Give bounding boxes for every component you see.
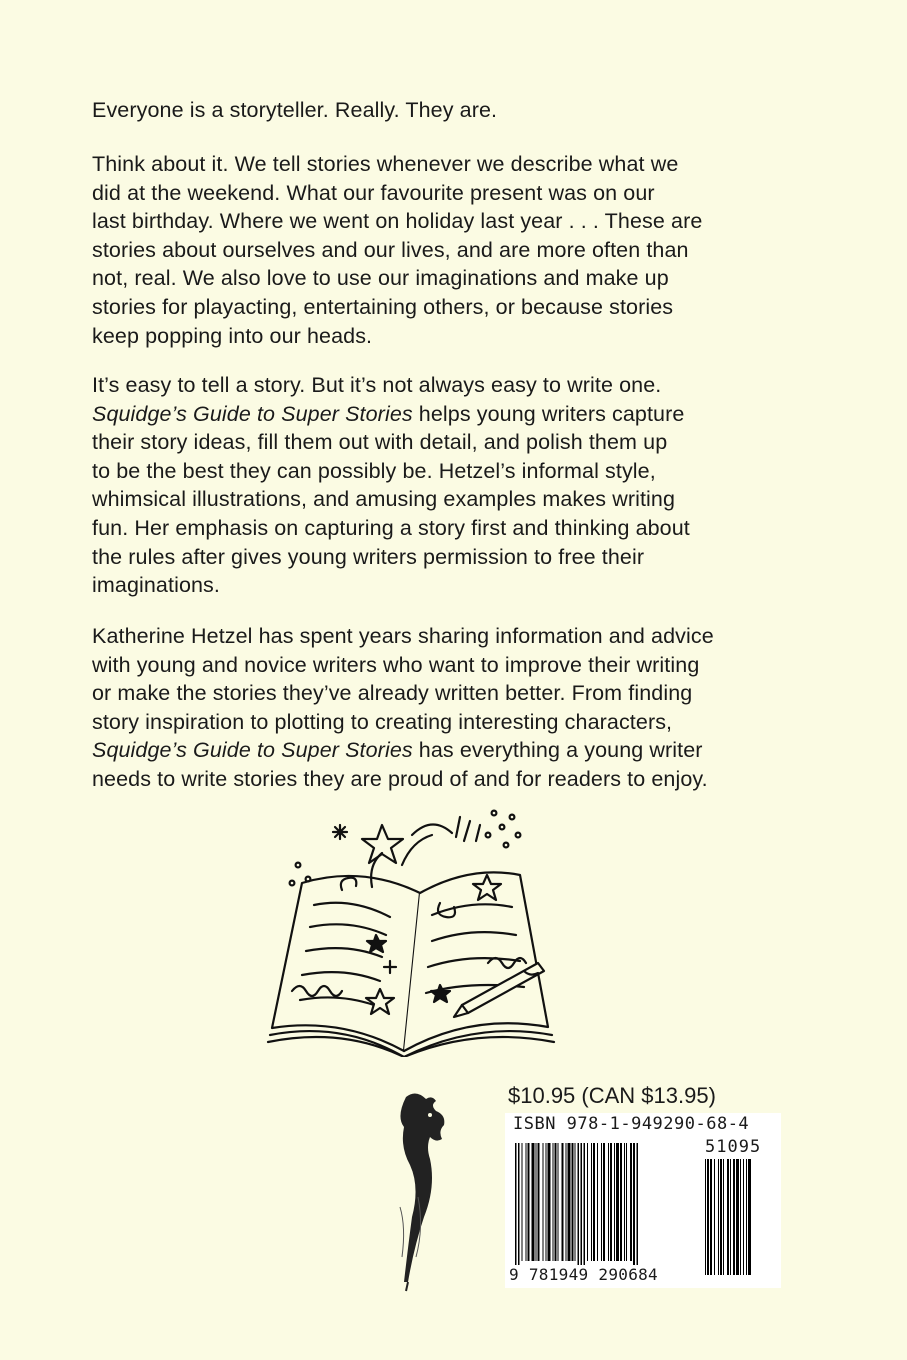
barcode-bar <box>578 1143 580 1269</box>
barcode-bar <box>597 1143 598 1261</box>
barcode-bar <box>548 1143 551 1261</box>
price-addon-code: 51095 <box>705 1137 762 1157</box>
barcode-bar <box>746 1159 747 1275</box>
barcode-bar <box>536 1143 537 1261</box>
text-line: story inspiration to plotting to creating interesting characters, <box>92 709 673 734</box>
barcode-bar <box>522 1143 523 1261</box>
barcode-bar <box>575 1143 576 1261</box>
text-line <box>92 736 792 765</box>
barcode-bar <box>555 1143 557 1261</box>
barcode-bar <box>587 1143 588 1261</box>
barcode-bar <box>601 1143 602 1261</box>
barcode <box>505 1113 781 1288</box>
barcode-bar <box>603 1143 605 1261</box>
barcode-bar <box>581 1143 583 1269</box>
barcode-bar <box>733 1159 735 1275</box>
text-line: last birthday. Where we went on holiday last year . . . These are <box>92 209 703 234</box>
book-description-paragraph <box>92 371 792 600</box>
barcode-bar <box>743 1159 744 1275</box>
barcode-bar <box>637 1143 639 1269</box>
text-line: Think about it. We tell stories whenever we describe what we <box>92 152 679 176</box>
price-label: $10.95 (CAN $13.95) <box>508 1083 716 1108</box>
book-title: Squidge’s Guide to Super Stories <box>92 401 413 426</box>
text-fragment: helps young writers capture <box>412 401 685 426</box>
text-line: Katherine Hetzel has spent years sharing information and advice <box>92 624 714 648</box>
book-title: Squidge’s Guide to Super Stories <box>92 738 413 763</box>
barcode-bar <box>528 1143 530 1261</box>
barcode-bar <box>630 1143 632 1261</box>
barcode-bar <box>562 1143 564 1261</box>
barcode-bar <box>727 1159 729 1275</box>
ean-digits: 9 781949 290684 <box>509 1265 658 1284</box>
isbn-label: ISBN 978-1-949290-68-4 <box>513 1114 750 1134</box>
barcode-bar <box>740 1159 741 1275</box>
text-line: fun. Her emphasis on capturing a story first and thinking about <box>92 515 690 540</box>
barcode-bar <box>566 1143 567 1261</box>
dragon-quill-logo <box>386 1087 448 1292</box>
barcode-bar <box>614 1143 615 1261</box>
text-line: with young and novice writers who want to improve their writing <box>92 652 700 677</box>
barcode-bar <box>610 1143 612 1261</box>
text-line: imaginations. <box>92 573 220 598</box>
barcode-bar <box>620 1143 622 1261</box>
barcode-bar <box>515 1143 517 1269</box>
text-line: It’s easy to tell a story. But it’s not always easy to write one. <box>92 373 662 397</box>
addon-barcode-bars <box>705 1159 773 1283</box>
text-line: stories about ourselves and our lives, and are more often than <box>92 237 689 262</box>
text-line: stories for playacting, entertaining others, or because stories <box>92 294 674 319</box>
barcode-bar <box>624 1143 625 1261</box>
barcode-bar <box>714 1159 715 1275</box>
barcode-bar <box>720 1159 722 1275</box>
barcode-bar <box>723 1159 724 1275</box>
barcode-bar <box>532 1143 535 1261</box>
barcode-bar <box>748 1159 751 1275</box>
barcode-bar <box>558 1143 559 1261</box>
ean-barcode-bars <box>515 1143 675 1269</box>
text-line: to be the best they can possibly be. Hetzel’s informal style, <box>92 458 656 483</box>
text-fragment: has everything a young writer <box>412 738 703 763</box>
barcode-bar <box>568 1143 571 1261</box>
barcode-bar <box>718 1159 719 1275</box>
text-line: not, real. We also love to use our imaginations and make up <box>92 266 669 291</box>
text-line: the rules after gives young writers permission to free their <box>92 544 645 569</box>
text-line: whimsical illustrations, and amusing examples makes writing <box>92 487 676 512</box>
text-line: Everyone is a storyteller. Really. They are. <box>92 98 498 122</box>
barcode-bar <box>736 1159 739 1275</box>
text-line <box>92 400 792 429</box>
barcode-bar <box>543 1143 544 1261</box>
barcode-bar <box>608 1143 609 1261</box>
barcode-bar <box>572 1143 574 1261</box>
barcode-bar <box>591 1143 592 1261</box>
text-line: did at the weekend. What our favourite present was on our <box>92 180 655 205</box>
author-paragraph <box>92 622 792 794</box>
barcode-bar <box>538 1143 540 1261</box>
text-line: keep popping into our heads. <box>92 323 373 348</box>
barcode-bar <box>526 1143 527 1261</box>
barcode-bar <box>626 1143 627 1261</box>
barcode-bar <box>518 1143 520 1269</box>
text-line: needs to write stories they are proud of and for readers to enjoy. <box>92 766 708 791</box>
storytelling-paragraph <box>92 150 792 350</box>
intro-paragraph <box>92 96 792 125</box>
barcode-bar <box>616 1143 619 1261</box>
barcode-bar <box>584 1143 586 1269</box>
barcode-bar <box>707 1159 709 1275</box>
open-book-illustration <box>262 795 562 1057</box>
text-line: or make the stories they’ve already written better. From finding <box>92 681 693 706</box>
text-line: their story ideas, fill them out with detail, and polish them up <box>92 430 668 455</box>
barcode-bar <box>546 1143 547 1261</box>
barcode-bar <box>633 1143 635 1269</box>
barcode-bar <box>553 1143 554 1261</box>
barcode-bar <box>705 1159 706 1275</box>
barcode-bar <box>710 1159 712 1275</box>
barcode-bar <box>593 1143 595 1261</box>
barcode-bar <box>730 1159 731 1275</box>
